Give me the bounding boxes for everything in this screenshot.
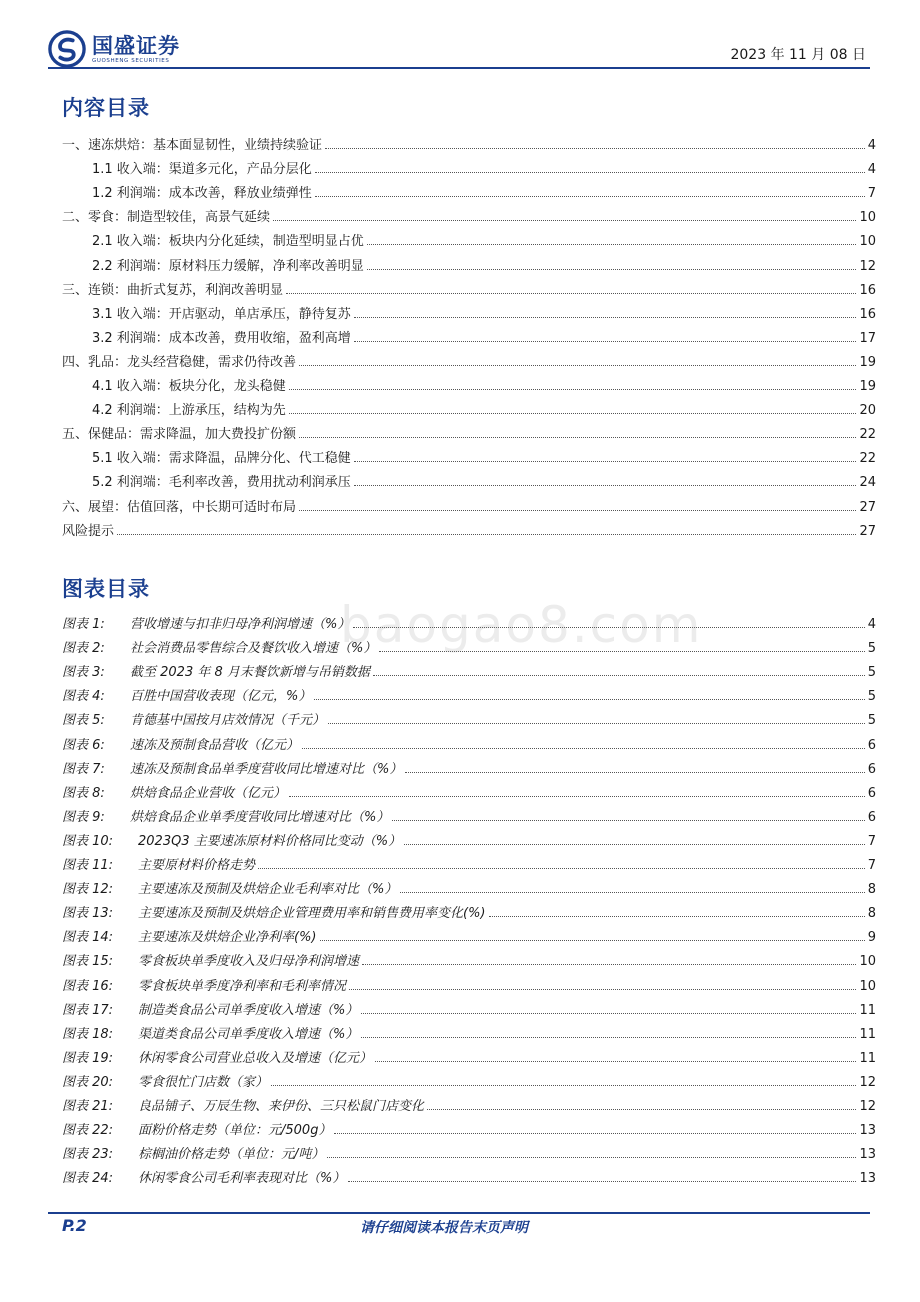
- leader-dots: [349, 989, 856, 990]
- page-header: [48, 26, 870, 68]
- figure-entry-label: 图表 5:: [62, 713, 105, 729]
- toc-entry-text: 五、保健品：需求降温，加大费投扩份额: [62, 427, 297, 443]
- leader-dots: [286, 293, 856, 294]
- report-date: 2023 年 11 月 08 日: [730, 47, 866, 63]
- toc-entry[interactable]: [62, 178, 876, 202]
- header-divider: [48, 67, 870, 69]
- leader-dots: [289, 796, 865, 797]
- leader-dots: [354, 485, 857, 486]
- figure-entry-page: 9: [867, 930, 876, 946]
- company-logo: [48, 30, 180, 68]
- toc-entry-text: 5.2 利润端：毛利率改善，费用扰动利润承压: [92, 475, 351, 491]
- figure-entry[interactable]: [62, 1163, 876, 1187]
- leader-dots: [405, 772, 864, 773]
- toc-entry-text: 2.2 利润端：原材料压力缓解，净利率改善明显: [92, 258, 364, 274]
- figure-entry-title: 面粉价格走势（单位：元/500g）: [138, 1123, 332, 1139]
- figure-entry-page: 12: [859, 1098, 876, 1114]
- figure-entry[interactable]: [62, 681, 876, 705]
- leader-dots: [400, 892, 864, 893]
- leader-dots: [320, 940, 865, 941]
- figure-entry-page: 6: [867, 761, 876, 777]
- toc-entry-page: 4: [867, 162, 876, 178]
- figure-entry[interactable]: [62, 898, 876, 922]
- leader-dots: [489, 916, 865, 917]
- figure-entry-title: 2023Q3 主要速冻原材料价格同比变动（%）: [138, 833, 402, 849]
- toc-entry-page: 12: [859, 258, 876, 274]
- toc-entry-page: 19: [859, 379, 876, 395]
- leader-dots: [315, 196, 865, 197]
- figure-entry-title: 烘焙食品企业单季度营收同比增速对比（%）: [130, 809, 390, 825]
- leader-dots: [427, 1109, 856, 1110]
- leader-dots: [325, 148, 865, 149]
- figure-entry-title: 主要速冻及预制及烘焙企业毛利率对比（%）: [138, 882, 398, 898]
- figure-entry-label: 图表 1:: [62, 617, 105, 633]
- leader-dots: [354, 317, 857, 318]
- figure-entry-label: 图表 24:: [62, 1171, 114, 1187]
- figure-entry-label: 图表 17:: [62, 1002, 114, 1018]
- leader-dots: [348, 1181, 856, 1182]
- toc-entry[interactable]: [62, 202, 876, 226]
- figure-entry-page: 6: [867, 737, 876, 753]
- page-number: P.2: [62, 1216, 87, 1235]
- leader-dots: [315, 172, 865, 173]
- leader-dots: [271, 1085, 856, 1086]
- leader-dots: [392, 820, 864, 821]
- figure-entry-title: 营收增速与扣非归母净利润增速（%）: [130, 617, 351, 633]
- figure-entry-page: 12: [859, 1074, 876, 1090]
- toc-entry-page: 22: [859, 451, 876, 467]
- figure-entry-label: 图表 11:: [62, 858, 114, 874]
- toc-entry[interactable]: [62, 130, 876, 154]
- figure-entry-label: 图表 10:: [62, 833, 114, 849]
- toc-entry-page: 17: [859, 330, 876, 346]
- toc-entry[interactable]: [62, 419, 876, 443]
- figure-entry-label: 图表 16:: [62, 978, 114, 994]
- figure-entry-page: 11: [859, 1050, 876, 1066]
- figure-entry-label: 图表 22:: [62, 1123, 114, 1139]
- figure-entry[interactable]: [62, 946, 876, 970]
- toc-entry-text: 一、速冻烘焙：基本面显韧性，业绩持续验证: [62, 138, 323, 154]
- figure-entry[interactable]: [62, 1043, 876, 1067]
- figure-entry-title: 零食板块单季度净利率和毛利率情况: [138, 978, 347, 994]
- figure-entry-page: 13: [859, 1147, 876, 1163]
- leader-dots: [361, 1013, 856, 1014]
- figure-entry-page: 13: [859, 1123, 876, 1139]
- figure-entry-label: 图表 18:: [62, 1026, 114, 1042]
- figure-entry-page: 11: [859, 1026, 876, 1042]
- figure-entry[interactable]: [62, 802, 876, 826]
- figure-entry-label: 图表 6:: [62, 737, 105, 753]
- leader-dots: [361, 1037, 856, 1038]
- figure-entry-label: 图表 8:: [62, 785, 105, 801]
- leader-dots: [354, 341, 857, 342]
- figure-entry[interactable]: [62, 874, 876, 898]
- figure-list-title: 图表目录: [62, 577, 150, 601]
- figure-entry-title: 百胜中国营收表现（亿元，%）: [130, 689, 312, 705]
- figure-entry-label: 图表 19:: [62, 1050, 114, 1066]
- leader-dots: [258, 868, 865, 869]
- figure-entry-label: 图表 3:: [62, 665, 105, 681]
- leader-dots: [334, 1133, 856, 1134]
- figure-entry-title: 零食很忙门店数（家）: [138, 1074, 269, 1090]
- toc-entry-page: 16: [859, 306, 876, 322]
- figure-entry-title: 休闲零食公司毛利率表现对比（%）: [138, 1171, 346, 1187]
- figure-entry-label: 图表 13:: [62, 906, 114, 922]
- figure-entry[interactable]: [62, 1067, 876, 1091]
- figure-entry[interactable]: [62, 850, 876, 874]
- figure-entry[interactable]: [62, 922, 876, 946]
- leader-dots: [289, 413, 857, 414]
- toc-entry[interactable]: [62, 516, 876, 540]
- figure-entry[interactable]: [62, 754, 876, 778]
- toc-entry[interactable]: [62, 467, 876, 491]
- toc-entry[interactable]: [62, 347, 876, 371]
- figure-entry-label: 图表 15:: [62, 954, 114, 970]
- toc-entry-text: 3.1 收入端：开店驱动，单店承压，静待复苏: [92, 306, 351, 322]
- figure-entry-title: 休闲零食公司营业总收入及增速（亿元）: [138, 1050, 373, 1066]
- toc-entry-text: 四、乳品：龙头经营稳健，需求仍待改善: [62, 354, 297, 370]
- toc-list: [62, 130, 876, 540]
- figure-entry-title: 社会消费品零售综合及餐饮收入增速（%）: [130, 641, 377, 657]
- figure-entry-title: 渠道类食品公司单季度收入增速（%）: [138, 1026, 359, 1042]
- figure-entry-page: 5: [867, 689, 876, 705]
- toc-entry-page: 24: [859, 475, 876, 491]
- toc-entry-text: 4.1 收入端：板块分化，龙头稳健: [92, 379, 286, 395]
- toc-entry-page: 22: [859, 427, 876, 443]
- figure-entry-label: 图表 14:: [62, 930, 114, 946]
- figure-entry-page: 10: [859, 978, 876, 994]
- figure-entry[interactable]: [62, 778, 876, 802]
- toc-entry-page: 10: [859, 210, 876, 226]
- figure-entry[interactable]: [62, 1139, 876, 1163]
- leader-dots: [289, 389, 857, 390]
- figure-entry-page: 7: [867, 858, 876, 874]
- toc-title: 内容目录: [62, 96, 150, 120]
- figure-entry-title: 烘焙食品企业营收（亿元）: [130, 785, 287, 801]
- toc-entry[interactable]: [62, 491, 876, 515]
- figure-entry[interactable]: [62, 995, 876, 1019]
- figure-entry-page: 6: [867, 785, 876, 801]
- figure-entry-label: 图表 2:: [62, 641, 105, 657]
- figure-entry-label: 图表 21:: [62, 1098, 114, 1114]
- figure-list: [62, 609, 876, 1187]
- logo-chinese-name: 国盛证券: [92, 33, 180, 58]
- toc-entry-text: 5.1 收入端：需求降温，品牌分化、代工稳健: [92, 451, 351, 467]
- leader-dots: [328, 723, 865, 724]
- figure-entry-page: 11: [859, 1002, 876, 1018]
- leader-dots: [299, 510, 856, 511]
- leader-dots: [362, 964, 856, 965]
- figure-entry-page: 7: [867, 833, 876, 849]
- figure-entry-label: 图表 12:: [62, 882, 114, 898]
- toc-entry-text: 3.2 利润端：成本改善，费用收缩，盈利高增: [92, 330, 351, 346]
- figure-entry[interactable]: [62, 657, 876, 681]
- toc-entry-text: 1.1 收入端：渠道多元化，产品分层化: [92, 162, 312, 178]
- figure-entry[interactable]: [62, 705, 876, 729]
- logo-english-name: GUOSHENG SECURITIES: [92, 57, 170, 64]
- figure-entry-title: 制造类食品公司单季度收入增速（%）: [138, 1002, 359, 1018]
- figure-entry-title: 主要速冻及预制及烘焙企业管理费用率和销售费用率变化(%): [138, 906, 486, 922]
- toc-entry[interactable]: [62, 250, 876, 274]
- watermark: baogao8.com: [340, 596, 703, 654]
- toc-entry-text: 1.2 利润端：成本改善，释放业绩弹性: [92, 186, 312, 202]
- leader-dots: [299, 365, 856, 366]
- leader-dots: [354, 461, 857, 462]
- toc-entry[interactable]: [62, 154, 876, 178]
- figure-entry-page: 8: [867, 906, 876, 922]
- leader-dots: [273, 220, 856, 221]
- figure-entry[interactable]: [62, 1091, 876, 1115]
- figure-entry[interactable]: [62, 729, 876, 753]
- toc-entry-text: 六、展望：估值回落，中长期可适时布局: [62, 499, 297, 515]
- figure-entry-title: 零食板块单季度收入及归母净利润增速: [138, 954, 360, 970]
- toc-entry-page: 10: [859, 234, 876, 250]
- leader-dots: [117, 534, 856, 535]
- toc-entry[interactable]: [62, 323, 876, 347]
- toc-entry-text: 4.2 利润端：上游承压，结构为先: [92, 403, 286, 419]
- figure-entry-title: 速冻及预制食品单季度营收同比增速对比（%）: [130, 761, 403, 777]
- toc-entry-page: 20: [859, 403, 876, 419]
- toc-entry[interactable]: [62, 371, 876, 395]
- toc-entry[interactable]: [62, 395, 876, 419]
- figure-entry[interactable]: [62, 1019, 876, 1043]
- toc-entry[interactable]: [62, 299, 876, 323]
- figure-entry-title: 速冻及预制食品营收（亿元）: [130, 737, 300, 753]
- disclaimer-note: 请仔细阅读本报告末页声明: [360, 1220, 528, 1236]
- figure-entry-label: 图表 7:: [62, 761, 105, 777]
- figure-entry-label: 图表 20:: [62, 1074, 114, 1090]
- toc-entry-text: 二、零食：制造型较佳，高景气延续: [62, 210, 271, 226]
- leader-dots: [373, 675, 865, 676]
- figure-entry-page: 8: [867, 882, 876, 898]
- figure-entry-page: 5: [867, 665, 876, 681]
- leader-dots: [404, 844, 865, 845]
- figure-entry-page: 5: [867, 713, 876, 729]
- footer-divider: [48, 1212, 870, 1214]
- leader-dots: [367, 244, 857, 245]
- figure-entry-title: 主要速冻及烘焙企业净利率(%): [138, 930, 317, 946]
- figure-entry-title: 主要原材料价格走势: [138, 858, 256, 874]
- figure-entry[interactable]: [62, 826, 876, 850]
- figure-entry-page: 5: [867, 641, 876, 657]
- leader-dots: [367, 269, 857, 270]
- toc-entry-text: 2.1 收入端：板块内分化延续，制造型明显占优: [92, 234, 364, 250]
- leader-dots: [299, 437, 856, 438]
- toc-entry-page: 27: [859, 499, 876, 515]
- figure-entry-label: 图表 23:: [62, 1147, 114, 1163]
- toc-entry-text: 风险提示: [62, 523, 115, 539]
- figure-entry-title: 肯德基中国按月店效情况（千元）: [130, 713, 326, 729]
- figure-entry[interactable]: [62, 1115, 876, 1139]
- toc-entry[interactable]: [62, 443, 876, 467]
- leader-dots: [314, 699, 864, 700]
- toc-entry-page: 27: [859, 523, 876, 539]
- figure-entry-page: 13: [859, 1171, 876, 1187]
- figure-entry-page: 10: [859, 954, 876, 970]
- leader-dots: [302, 748, 865, 749]
- figure-entry-title: 截至 2023 年 8 月末餐饮新增与吊销数据: [130, 665, 370, 681]
- leader-dots: [375, 1061, 856, 1062]
- figure-entry-title: 棕榈油价格走势（单位：元/吨）: [138, 1147, 325, 1163]
- figure-entry-label: 图表 9:: [62, 809, 105, 825]
- toc-entry-page: 7: [867, 186, 876, 202]
- toc-entry[interactable]: [62, 275, 876, 299]
- figure-entry[interactable]: [62, 970, 876, 994]
- figure-entry-page: 6: [867, 809, 876, 825]
- toc-entry-page: 19: [859, 354, 876, 370]
- toc-entry[interactable]: [62, 226, 876, 250]
- leader-dots: [327, 1157, 856, 1158]
- figure-entry-page: 4: [867, 617, 876, 633]
- toc-entry-page: 16: [859, 282, 876, 298]
- guosheng-logo-icon: [48, 30, 86, 68]
- figure-entry-title: 良品铺子、万辰生物、来伊份、三只松鼠门店变化: [138, 1098, 425, 1114]
- toc-entry-page: 4: [867, 138, 876, 154]
- figure-entry-label: 图表 4:: [62, 689, 105, 705]
- toc-entry-text: 三、连锁：曲折式复苏，利润改善明显: [62, 282, 284, 298]
